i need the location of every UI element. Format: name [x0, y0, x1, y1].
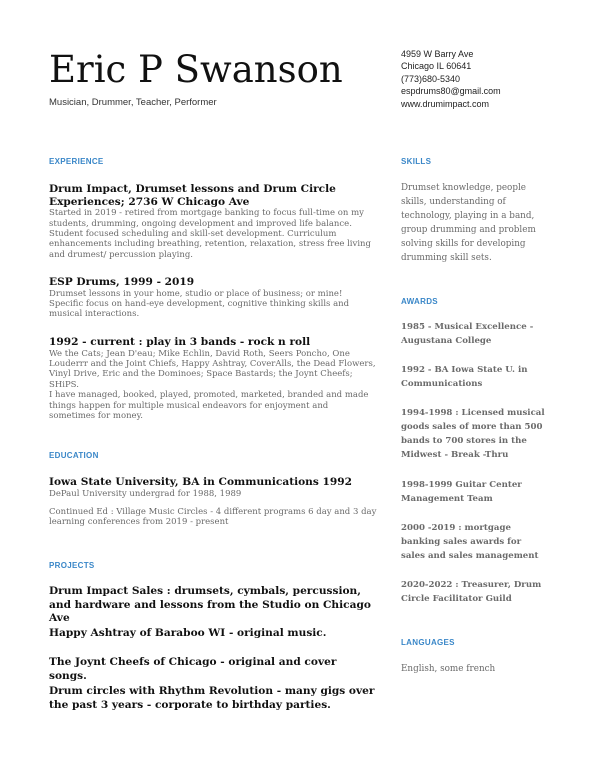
experience-title: Drum Impact, Drumset lessons and Drum Circle Experiences; 2736 W Chicago Ave — [49, 183, 336, 208]
award-item: 1998-1999 Guitar Center Management Team — [401, 480, 522, 504]
project-title: Drum circles with Rhythm Revolution - many gigs over the past 3 years - corporate to birthday parties. — [49, 685, 375, 711]
award-item: 2000 -2019 : mortgage banking sales awards for sales and sales management — [401, 523, 539, 561]
education-title: Iowa State University, BA in Communications 1992 — [49, 476, 353, 488]
education-heading: EDUCATION — [49, 451, 99, 460]
languages-heading: LANGUAGES — [401, 638, 455, 647]
address-line: 4959 W Barry Ave — [401, 49, 474, 59]
project-item — [49, 656, 377, 683]
website-link[interactable]: www.drumimpact.com — [401, 98, 490, 109]
experience-entry — [49, 336, 377, 421]
experience-heading: EXPERIENCE — [49, 157, 104, 166]
education-line: DePaul University undergrad for 1988, 1989 — [49, 488, 242, 499]
experience-body-extra: I have managed, booked, played, promoted, marketed, branded and made things happen for multiple musical endeavors for enjoyment and sometimes for money. — [49, 390, 369, 422]
project-title: The Joynt Cheefs of Chicago - original and cover songs. — [49, 656, 337, 682]
languages-text: English, some french — [401, 664, 496, 674]
education-line: Continued Ed : Village Music Circles - 4 different programs 6 day and 3 day learning conferences from 2019 - present — [49, 507, 377, 528]
project-item — [49, 685, 377, 712]
experience-body: Drumset lessons in your home, studio or place of business; or mine! Specific focus on hand-eye development, cognitive thinking skills and musical interactions. — [49, 288, 350, 320]
projects-heading: PROJECTS — [49, 561, 95, 570]
project-title: Drum Impact Sales : drumsets, cymbals, percussion, and hardware and lessons from the Studio on Chicago Ave — [49, 585, 371, 624]
experience-title: 1992 - current : play in 3 bands - rock n roll — [49, 336, 311, 348]
project-title: Happy Ashtray of Baraboo WI - original music. — [49, 627, 327, 639]
experience-body: We the Cats; Jean D'eau; Mike Echlin, David Roth, Seers Poncho, One Louderrr and the Joint Chiefs, Happy Ashtray, CoverAlls, the Dead Flowers, Vinyl Drive, Eric and the Dominoes; Space Bastards; the Joynt Cheefs; SHiPS. — [49, 348, 376, 390]
project-item — [49, 585, 377, 626]
award-item: 1994-1998 : Licensed musical goods sales of more than 500 bands to 700 stores in the Midwest - Break -Thru — [401, 408, 545, 460]
experience-entry — [49, 276, 377, 320]
skills-heading: SKILLS — [401, 157, 432, 166]
award-item: 1992 - BA Iowa State U. in Communications — [401, 365, 528, 389]
contact-block — [401, 48, 501, 110]
award-item: 1985 - Musical Excellence - Augustana College — [401, 322, 534, 346]
education-entry — [49, 476, 377, 528]
project-item — [49, 627, 377, 641]
experience-entry — [49, 183, 377, 260]
experience-body: Started in 2019 - retired from mortgage banking to focus full-time on my students, drumming, ongoing development and improved life balance. Student focused scheduling and skill-set development. Curriculum enhancements including breathing, retention, relaxation, stress free living and drumest/ percussion playing. — [49, 208, 371, 260]
email-link[interactable]: espdrums80@gmail.com — [401, 86, 501, 97]
experience-title: ESP Drums, 1999 - 2019 — [49, 276, 195, 288]
tagline: Musician, Drummer, Teacher, Performer — [49, 97, 217, 108]
awards-heading: AWARDS — [401, 297, 438, 306]
city-line: Chicago IL 60641 — [401, 61, 472, 72]
skills-text: Drumset knowledge, people skills, understanding of technology, playing in a band, group drumming and problem solving skills for developing drumming skill sets. — [401, 183, 536, 263]
award-item: 2020-2022 : Treasurer, Drum Circle Facilitator Guild — [401, 580, 542, 604]
name-heading: Eric P Swanson — [49, 48, 343, 91]
phone[interactable]: (773)680-5340 — [401, 73, 461, 84]
